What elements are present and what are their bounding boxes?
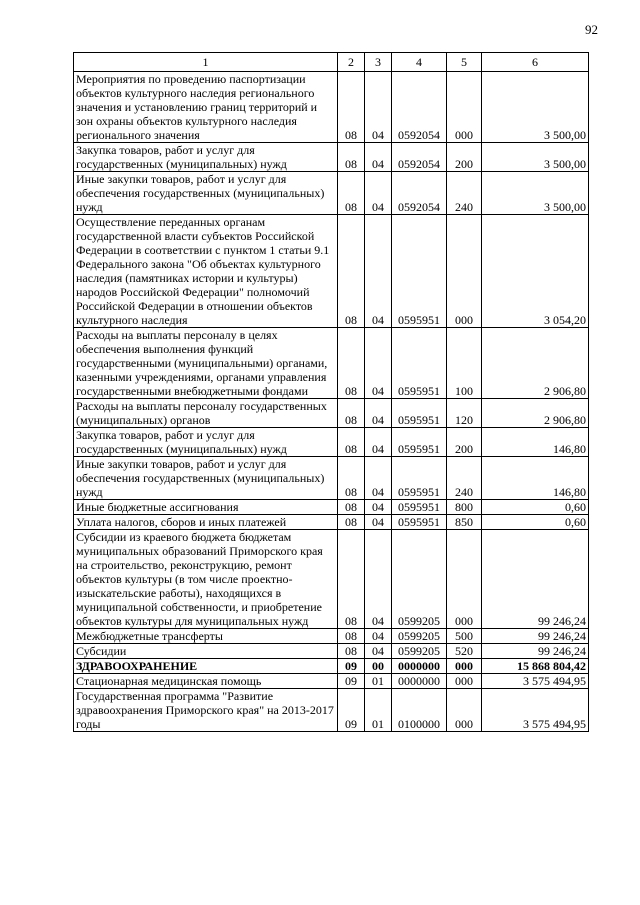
expense-type-code: 000	[447, 530, 482, 629]
subsection-code: 04	[365, 457, 392, 500]
table-row	[74, 515, 589, 530]
row-name: Закупка товаров, работ и услуг для государственных (муниципальных) нужд	[74, 143, 338, 172]
target-article-code: 0592054	[392, 72, 447, 143]
column-header: 3	[365, 53, 392, 72]
subsection-code: 04	[365, 399, 392, 428]
section-code: 08	[338, 629, 365, 644]
section-code: 08	[338, 530, 365, 629]
expense-type-code: 520	[447, 644, 482, 659]
expense-type-code: 000	[447, 689, 482, 732]
subsection-code: 04	[365, 72, 392, 143]
amount: 99 246,24	[482, 629, 589, 644]
column-header: 1	[74, 53, 338, 72]
table-row	[74, 143, 589, 172]
subsection-code: 04	[365, 644, 392, 659]
amount: 15 868 804,42	[482, 659, 589, 674]
section-code: 08	[338, 515, 365, 530]
table-row	[74, 328, 589, 399]
amount: 2 906,80	[482, 399, 589, 428]
table-row	[74, 629, 589, 644]
subsection-code: 01	[365, 674, 392, 689]
target-article-code: 0599205	[392, 644, 447, 659]
expense-type-code: 240	[447, 172, 482, 215]
target-article-code: 0595951	[392, 515, 447, 530]
row-name: Межбюджетные трансферты	[74, 629, 338, 644]
row-name: Уплата налогов, сборов и иных платежей	[74, 515, 338, 530]
table-row	[74, 72, 589, 143]
amount: 3 575 494,95	[482, 689, 589, 732]
row-name: Субсидии	[74, 644, 338, 659]
subsection-code: 04	[365, 143, 392, 172]
page-number: 92	[585, 22, 598, 37]
target-article-code: 0000000	[392, 659, 447, 674]
target-article-code: 0595951	[392, 399, 447, 428]
section-code: 08	[338, 399, 365, 428]
amount: 99 246,24	[482, 644, 589, 659]
expense-type-code: 200	[447, 143, 482, 172]
subsection-code: 04	[365, 328, 392, 399]
expense-type-code: 100	[447, 328, 482, 399]
row-name: Осуществление переданных органам государственной власти субъектов Российской Федерации в соответствии с пунктом 1 статьи 9.1 Федерального закона "Об объектах культурного наследия (памятниках истории и культуры) народов Российской Федерации" полномочий Российской Федерации в отношении объектов культурного наследия	[74, 215, 338, 328]
target-article-code: 0599205	[392, 530, 447, 629]
section-code: 08	[338, 215, 365, 328]
section-code: 08	[338, 457, 365, 500]
table-row	[74, 500, 589, 515]
section-code: 08	[338, 644, 365, 659]
target-article-code: 0592054	[392, 172, 447, 215]
row-name: Субсидии из краевого бюджета бюджетам муниципальных образований Приморского края на строительство, реконструкцию, ремонт объектов культуры (в том числе проектно-изыскательские работы), находящихся в муниципальной собственности, и приобретение объектов культуры для муниципальных нужд	[74, 530, 338, 629]
expense-type-code: 800	[447, 500, 482, 515]
section-code: 08	[338, 500, 365, 515]
row-name: Мероприятия по проведению паспортизации объектов культурного наследия регионального значения и установлению границ территорий и зон охраны объектов культурного наследия регионального значения	[74, 72, 338, 143]
target-article-code: 0100000	[392, 689, 447, 732]
row-name: Государственная программа "Развитие здравоохранения Приморского края" на 2013-2017 годы	[74, 689, 338, 732]
amount: 146,80	[482, 457, 589, 500]
expense-type-code: 200	[447, 428, 482, 457]
subsection-code: 04	[365, 428, 392, 457]
column-header: 2	[338, 53, 365, 72]
section-code: 08	[338, 72, 365, 143]
subsection-code: 04	[365, 172, 392, 215]
amount: 3 575 494,95	[482, 674, 589, 689]
target-article-code: 0592054	[392, 143, 447, 172]
amount: 3 500,00	[482, 172, 589, 215]
section-code: 08	[338, 143, 365, 172]
target-article-code: 0000000	[392, 674, 447, 689]
table-row	[74, 457, 589, 500]
amount: 3 054,20	[482, 215, 589, 328]
column-header: 4	[392, 53, 447, 72]
amount: 0,60	[482, 515, 589, 530]
target-article-code: 0599205	[392, 629, 447, 644]
table-row-section-total	[74, 659, 589, 674]
table-row	[74, 172, 589, 215]
expense-type-code: 000	[447, 659, 482, 674]
table-row	[74, 674, 589, 689]
subsection-code: 04	[365, 215, 392, 328]
expense-type-code: 120	[447, 399, 482, 428]
subsection-code: 00	[365, 659, 392, 674]
target-article-code: 0595951	[392, 328, 447, 399]
section-code: 09	[338, 674, 365, 689]
amount: 146,80	[482, 428, 589, 457]
column-header: 6	[482, 53, 589, 72]
expense-type-code: 000	[447, 72, 482, 143]
row-name: Иные закупки товаров, работ и услуг для обеспечения государственных (муниципальных) нужд	[74, 172, 338, 215]
section-code: 09	[338, 689, 365, 732]
table-row	[74, 428, 589, 457]
table-row	[74, 399, 589, 428]
subsection-code: 01	[365, 689, 392, 732]
expense-type-code: 240	[447, 457, 482, 500]
subsection-code: 04	[365, 629, 392, 644]
section-code: 08	[338, 328, 365, 399]
column-header: 5	[447, 53, 482, 72]
table-row	[74, 530, 589, 629]
row-name: Иные закупки товаров, работ и услуг для обеспечения государственных (муниципальных) нужд	[74, 457, 338, 500]
target-article-code: 0595951	[392, 457, 447, 500]
subsection-code: 04	[365, 515, 392, 530]
row-name: Иные бюджетные ассигнования	[74, 500, 338, 515]
section-code: 08	[338, 172, 365, 215]
target-article-code: 0595951	[392, 428, 447, 457]
subsection-code: 04	[365, 500, 392, 515]
row-name: Закупка товаров, работ и услуг для государственных (муниципальных) нужд	[74, 428, 338, 457]
amount: 2 906,80	[482, 328, 589, 399]
expense-type-code: 000	[447, 674, 482, 689]
section-code: 08	[338, 428, 365, 457]
expense-type-code: 500	[447, 629, 482, 644]
target-article-code: 0595951	[392, 500, 447, 515]
row-name: Стационарная медицинская помощь	[74, 674, 338, 689]
table-row	[74, 689, 589, 732]
budget-table	[73, 52, 589, 732]
section-code: 09	[338, 659, 365, 674]
row-name: ЗДРАВООХРАНЕНИЕ	[74, 659, 338, 674]
table-row	[74, 644, 589, 659]
amount: 3 500,00	[482, 72, 589, 143]
subsection-code: 04	[365, 530, 392, 629]
amount: 99 246,24	[482, 530, 589, 629]
row-name: Расходы на выплаты персоналу государственных (муниципальных) органов	[74, 399, 338, 428]
amount: 0,60	[482, 500, 589, 515]
row-name: Расходы на выплаты персоналу в целях обеспечения выполнения функций государственными (муниципальными) органами, казенными учреждениями, органами управления государственными внебюджетными фондами	[74, 328, 338, 399]
table-row	[74, 215, 589, 328]
expense-type-code: 000	[447, 215, 482, 328]
table-header-row	[74, 53, 589, 72]
amount: 3 500,00	[482, 143, 589, 172]
expense-type-code: 850	[447, 515, 482, 530]
target-article-code: 0595951	[392, 215, 447, 328]
